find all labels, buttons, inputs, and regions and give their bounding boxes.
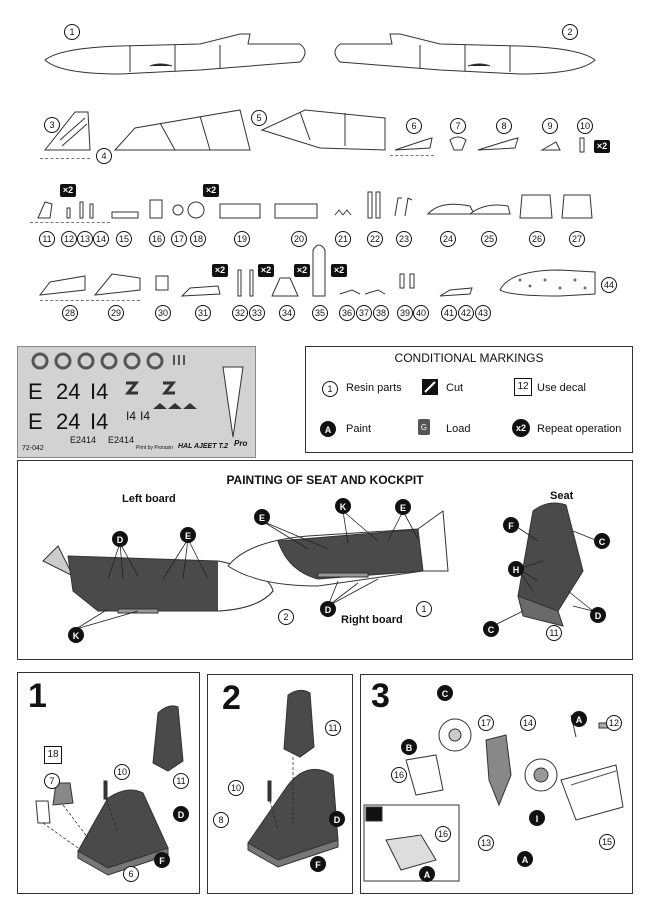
part-number: 31 [195, 305, 211, 321]
repeat-badge: ×2 [331, 264, 347, 277]
paint-icon: A [320, 421, 336, 437]
decal-letter-e: E [28, 409, 43, 434]
part-number: 41 [441, 305, 457, 321]
resin-badge: 1 [322, 381, 338, 397]
part-number: 36 [339, 305, 355, 321]
part-number: 18 [190, 231, 206, 247]
part-number: 27 [569, 231, 585, 247]
step-1-part-6: 6 [123, 866, 139, 882]
paint-callout-f: F [503, 517, 519, 533]
load-icon: G [418, 419, 430, 435]
part-number: 8 [496, 118, 512, 134]
paint-label: Paint [346, 423, 372, 435]
part-number: 44 [601, 277, 617, 293]
paint-callout-k: K [68, 627, 84, 643]
step-2-number: 2 [222, 679, 241, 717]
step-1-number: 1 [28, 677, 47, 715]
part-6-drawing [395, 138, 432, 150]
decal-print: Print by Prorasin [136, 445, 173, 451]
part-number: 35 [312, 305, 328, 321]
step-3-part-14: 14 [520, 715, 536, 731]
step-3-paint-a: A [571, 711, 587, 727]
part-number: 16 [149, 231, 165, 247]
step-3-paint-c: C [437, 685, 453, 701]
step-1-part-11: 11 [173, 773, 189, 789]
part-number: 34 [279, 305, 295, 321]
part-number: 25 [481, 231, 497, 247]
step-3-part-13: 13 [478, 835, 494, 851]
part-number: 43 [475, 305, 491, 321]
part-number: 3 [44, 117, 60, 133]
painting-title: PAINTING OF SEAT AND KOCKPIT [226, 473, 424, 487]
part-number: 9 [542, 118, 558, 134]
step-1-part-10: 10 [114, 764, 130, 780]
decal-number-24: 24 [56, 409, 81, 434]
step-2-part-11: 11 [325, 720, 341, 736]
dash-28-29 [40, 300, 140, 301]
step-2-paint-f: F [310, 856, 326, 872]
step-1-panel [17, 672, 200, 894]
step-3-paint-i: I [529, 810, 545, 826]
part-7-drawing [450, 137, 466, 150]
part-number: 29 [108, 305, 124, 321]
decal-sheet [17, 346, 256, 458]
step-3-inset-part-16: 16 [435, 826, 451, 842]
decal-number-14: I4 [90, 409, 109, 434]
part-number: 11 [39, 231, 55, 247]
part-number: 40 [413, 305, 429, 321]
decal-serial: E2414 [108, 435, 135, 445]
decal-serial: E2414 [70, 435, 97, 445]
painting-drawings [18, 461, 634, 661]
paint-callout-e: E [180, 527, 196, 543]
decal-model-name: HAL AJEET T.2 [178, 443, 229, 450]
step-1-paint-d: D [173, 806, 189, 822]
use-decal-18-badge: 18 [44, 746, 62, 764]
part-number: 42 [458, 305, 474, 321]
decal-letter-e: E [28, 379, 43, 404]
decal-small-14: I4 [126, 409, 137, 423]
part-1-callout: 1 [416, 601, 432, 617]
part-number: 24 [440, 231, 456, 247]
resin-parts-label: Resin parts [346, 382, 402, 394]
part-number: 21 [335, 231, 351, 247]
part-11-callout: 11 [546, 625, 562, 641]
part-number: 17 [171, 231, 187, 247]
parts-diagram [0, 0, 650, 340]
painting-panel [17, 460, 633, 660]
step-3-part-17: 17 [478, 715, 494, 731]
part-number: 12 [61, 231, 77, 247]
part-number: 6 [406, 118, 422, 134]
step-2-paint-d: D [329, 811, 345, 827]
paint-callout-e: E [395, 499, 411, 515]
repeat-icon: x2 [512, 419, 530, 437]
use-decal-badge: 12 [514, 378, 532, 396]
step-2-panel [207, 674, 353, 894]
step-3-panel [360, 674, 633, 894]
wing-left-drawing [115, 110, 250, 150]
repeat-badge: ×2 [60, 184, 76, 197]
right-board-label: Right board [341, 614, 403, 626]
paint-callout-d: D [590, 607, 606, 623]
dash-6 [390, 155, 434, 156]
paint-callout-d: D [320, 601, 336, 617]
part-number: 32 [232, 305, 248, 321]
left-board-label: Left board [122, 493, 176, 505]
part-number: 7 [450, 118, 466, 134]
conditional-markings-panel [305, 346, 633, 453]
use-decal-label: Use decal [537, 382, 586, 394]
decal-number-24: 24 [56, 379, 81, 404]
step-1-paint-f: F [154, 852, 170, 868]
step-3-drawing [361, 675, 634, 895]
paint-callout-c: C [483, 621, 499, 637]
part-number: 37 [356, 305, 372, 321]
step-2-part-8: 8 [213, 812, 229, 828]
part-number: 1 [64, 24, 80, 40]
part-number: 33 [249, 305, 265, 321]
repeat-badge: ×2 [594, 140, 610, 153]
part-9-drawing [542, 142, 560, 150]
dash-3 [40, 158, 90, 159]
repeat-badge: ×2 [203, 184, 219, 197]
step-3-part-15: 15 [599, 834, 615, 850]
step-3-paint-a: A [517, 851, 533, 867]
part-number: 28 [62, 305, 78, 321]
conditional-markings-title: CONDITIONAL MARKINGS [394, 351, 544, 365]
part-number: 14 [93, 231, 109, 247]
cut-icon [420, 377, 440, 397]
part-number: 26 [529, 231, 545, 247]
parts-drawings [0, 0, 650, 340]
part-number: 20 [291, 231, 307, 247]
fuselage-left-drawing [45, 34, 305, 74]
part-number: 10 [577, 118, 593, 134]
decal-code: 72-042 [22, 445, 44, 452]
repeat-badge: ×2 [294, 264, 310, 277]
paint-callout-c: C [594, 533, 610, 549]
part-10-drawing [580, 138, 584, 152]
seat-label: Seat [550, 490, 574, 502]
step-2-part-10: 10 [228, 780, 244, 796]
load-label: Load [446, 423, 471, 435]
part-number: 39 [397, 305, 413, 321]
paint-callout-e: E [254, 509, 270, 525]
step-3-part-12: 12 [606, 715, 622, 731]
part-number: 23 [396, 231, 412, 247]
decal-brand-logo: Pro [234, 439, 248, 448]
repeat-operation-label: Repeat operation [537, 423, 622, 435]
part-number: 15 [116, 231, 132, 247]
paint-callout-k: K [335, 498, 351, 514]
step-3-part-16: 16 [391, 767, 407, 783]
step-3-paint-b: B [401, 739, 417, 755]
step-1-part-7: 7 [44, 773, 60, 789]
dash-11-14 [30, 222, 110, 223]
part-number: 19 [234, 231, 250, 247]
part-number: 5 [251, 110, 267, 126]
decal-number-14: I4 [90, 379, 109, 404]
part-number: 2 [562, 24, 578, 40]
part-number: 30 [155, 305, 171, 321]
decal-small-14: I4 [140, 409, 151, 423]
part-number: 38 [373, 305, 389, 321]
step-3-inset-paint-a: A [419, 866, 435, 882]
paint-callout-h: H [508, 561, 524, 577]
step-3-number: 3 [371, 677, 390, 715]
paint-callout-d: D [112, 531, 128, 547]
part-number: 22 [367, 231, 383, 247]
part-number: 4 [96, 148, 112, 164]
part-2-callout: 2 [278, 609, 294, 625]
repeat-badge: ×2 [258, 264, 274, 277]
roundels [18, 347, 255, 457]
part-number: 13 [77, 231, 93, 247]
cut-label: Cut [446, 382, 464, 394]
part-8-drawing [478, 138, 518, 150]
fuselage-right-drawing [335, 34, 595, 74]
repeat-badge: ×2 [212, 264, 228, 277]
wing-right-drawing [262, 110, 385, 150]
